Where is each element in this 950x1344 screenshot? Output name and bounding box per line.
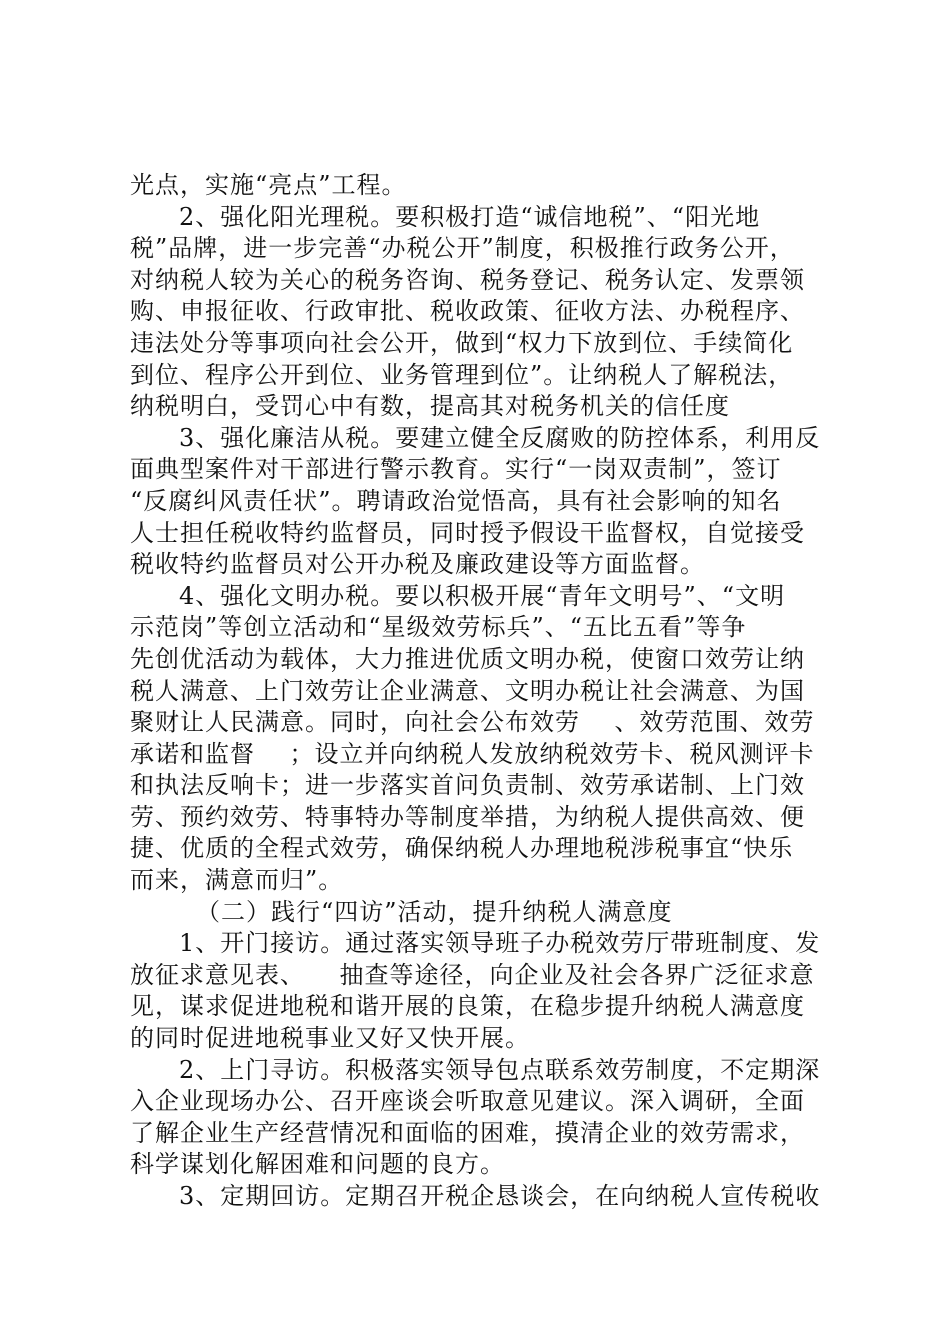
paragraph-start-line: 1、开门接访。通过落实领导班子办税效劳厅带班制度、发 [179,929,821,958]
paragraph-start-line: 4、强化文明办税。要以积极开展“青年文明号”、“文明 [179,581,786,610]
text-line: 示范岗”等创立活动和“星级效劳标兵”、“五比五看”等争 [130,613,747,642]
text-line: 见，谋求促进地税和谐开展的良策，在稳步提升纳税人满意度 [130,992,805,1021]
text-line: 税”品牌，进一步完善“办税公开”制度，积极推行政务公开， [130,234,795,263]
text-line: 和执法反响卡；进一步落实首问负责制、效劳承诺制、上门效 [130,771,805,800]
text-line: 税人满意、上门效劳让企业满意、文明办税让社会满意、为国 [130,676,805,705]
text-line: 放征求意见表、 抽查等途径，向企业及社会各界广泛征求意 [130,960,815,989]
text-line: 入企业现场办公、召开座谈会听取意见建议。深入调研，全面 [130,1087,805,1116]
paragraph-start-line: 2、上门寻访。积极落实领导包点联系效劳制度，不定期深 [179,1055,821,1084]
text-line: 到位、程序公开到位、业务管理到位”。让纳税人了解税法， [130,360,794,389]
body-text [130,170,830,1213]
text-line: 科学谋划化解困难和问题的良方。 [130,1150,505,1179]
text-line: 劳、预约效劳、特事特办等制度举措，为纳税人提供高效、便 [130,802,805,831]
text-line: 承诺和监督 ；设立并向纳税人发放纳税效劳卡、税风测评卡 [130,739,815,768]
text-line: 而来，满意而归”。 [130,866,344,895]
paragraph-start-line: 2、强化阳光理税。要积极打造“诚信地税”、“阳光地 [179,202,761,231]
text-line: 购、申报征收、行政审批、税收政策、征收方法、办税程序、 [130,297,805,326]
text-line: 的同时促进地税事业又好又快开展。 [130,1024,530,1053]
text-line: 违法处分等事项向社会公开，做到“权力下放到位、手续简化 [130,328,794,357]
text-line: 对纳税人较为关心的税务咨询、税务登记、税务认定、发票领 [130,265,805,294]
text-line: 人士担任税收特约监督员，同时授予假设干监督权，自觉接受 [130,518,805,547]
text-line: 税收特约监督员对公开办税及廉政建设等方面监督。 [130,550,705,579]
text-line: 面典型案件对干部进行警示教育。实行“一岗双责制”，签订 [130,455,782,484]
text-line: 捷、优质的全程式效劳，确保纳税人办理地税涉税事宜“快乐 [130,834,794,863]
section-heading: （二）践行“四访”活动，提升纳税人满意度 [196,897,673,926]
text-line: 纳税明白，受罚心中有数，提高其对税务机关的信任度 [130,392,730,421]
text-line: “反腐纠风责任状”。聘请政治觉悟高，具有社会影响的知名 [130,486,782,515]
text-line: 先创优活动为载体，大力推进优质文明办税，使窗口效劳让纳 [130,644,805,673]
paragraph-start-line: 3、定期回访。定期召开税企恳谈会，在向纳税人宣传税收 [179,1182,821,1210]
text-line: 光点，实施“亮点”工程。 [130,171,407,199]
paragraph-start-line: 3、强化廉洁从税。要建立健全反腐败的防控体系，利用反 [179,423,821,452]
text-line: 聚财让人民满意。同时，向社会公布效劳 、效劳范围、效劳 [130,708,815,737]
text-line: 了解企业生产经营情况和面临的困难，摸清企业的效劳需求， [130,1118,805,1147]
